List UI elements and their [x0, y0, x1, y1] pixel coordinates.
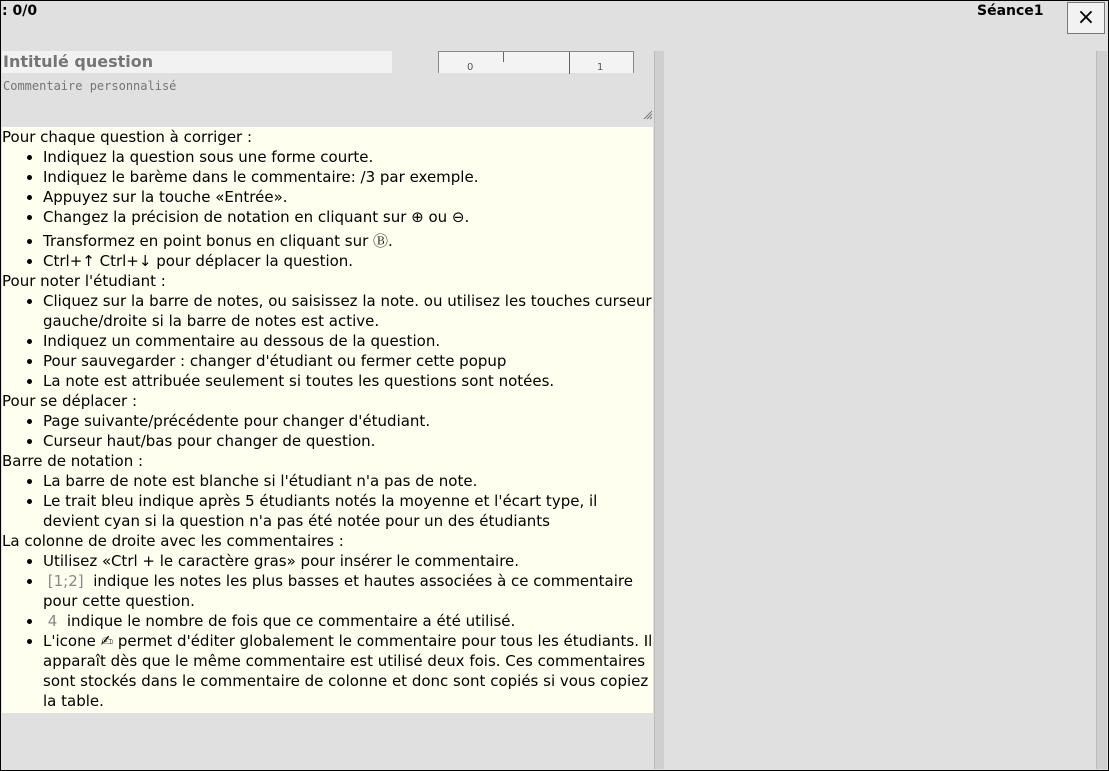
help-list-navigation: [2, 411, 653, 451]
help-list-grading: [2, 291, 653, 391]
comment-textarea[interactable]: [2, 77, 654, 121]
resize-grip-icon[interactable]: [643, 110, 653, 120]
usage-count-tag: 4: [47, 612, 58, 630]
comments-column: [665, 51, 1095, 769]
score-display: : 0/0: [2, 3, 38, 19]
close-button[interactable]: ×: [1067, 2, 1105, 34]
list-item: • Indiquez un commentaire au dessous de la question.: [43, 331, 653, 351]
list-item-text: indique les notes les plus basses et hautes associées à ce commentaire pour cette question.: [43, 572, 633, 610]
help-heading-comments: La colonne de droite avec les commentaires :: [2, 532, 344, 550]
list-item: • Changez la précision de notation en cliquant sur ⊕ ou ⊖.: [43, 207, 653, 227]
help-heading-grading: Pour noter l'étudiant :: [2, 272, 166, 290]
grade-bar-label-0: 0: [467, 62, 474, 73]
list-item: • Cliquez sur la barre de notes, ou saisissez la note. ou utilisez les touches curseur gauche/droite si la barre de notes est active.: [43, 291, 653, 331]
list-item: • L'icone ✍ permet d'éditer globalement le commentaire pour tous les étudiants. Il apparaît dès que le même commentaire est utilisé deux fois. Ces commentaires sont stockés dans le commentaire de colonne et donc sont copiés si vous copiez la table.: [43, 631, 653, 711]
list-item: • Utilisez «Ctrl + le caractère gras» pour insérer le commentaire.: [43, 551, 653, 571]
list-item: [43, 571, 653, 611]
help-list-question: [2, 147, 653, 271]
list-item: • Indiquez le barème dans le commentaire: /3 par exemple.: [43, 167, 653, 187]
list-item: • Page suivante/précédente pour changer d'étudiant.: [43, 411, 653, 431]
popup-title: Séance1: [977, 3, 1044, 19]
right-scrollbar[interactable]: [1096, 51, 1107, 769]
help-heading-question: Pour chaque question à corriger :: [2, 128, 253, 146]
grade-bar-divider: [569, 52, 570, 74]
list-item: • Curseur haut/bas pour changer de question.: [43, 431, 653, 451]
help-list-bar: [2, 471, 653, 531]
list-item: • Indiquez la question sous une forme courte.: [43, 147, 653, 167]
list-item: • Transformez en point bonus en cliquant sur Ⓑ.: [43, 231, 653, 251]
list-item: • Ctrl+↑ Ctrl+↓ pour déplacer la question.: [43, 251, 653, 271]
grade-bar-label-1: 1: [597, 62, 604, 73]
list-item-text: indique le nombre de fois que ce commentaire a été utilisé.: [66, 612, 516, 630]
grade-bar[interactable]: [438, 51, 634, 73]
list-item: • Pour sauvegarder : changer d'étudiant ou fermer cette popup: [43, 351, 653, 371]
help-heading-bar: Barre de notation :: [2, 452, 144, 470]
list-item: • La barre de note est blanche si l'étudiant n'a pas de note.: [43, 471, 653, 491]
grade-range-tag: [1;2]: [47, 572, 84, 590]
help-list-comments: [2, 551, 653, 711]
help-panel: [2, 127, 653, 713]
list-item: [43, 611, 653, 631]
left-scrollbar[interactable]: [654, 51, 664, 769]
list-item: • Appuyez sur la touche «Entrée».: [43, 187, 653, 207]
list-item: • Le trait bleu indique après 5 étudiants notés la moyenne et l'écart type, il devient cyan si la question n'a pas été notée pour un des étudiants: [43, 491, 653, 531]
list-item: • La note est attribuée seulement si toutes les questions sont notées.: [43, 371, 653, 391]
grade-bar-mid-tick: [503, 52, 504, 62]
help-heading-navigation: Pour se déplacer :: [2, 392, 138, 410]
question-title-input[interactable]: [2, 51, 392, 73]
